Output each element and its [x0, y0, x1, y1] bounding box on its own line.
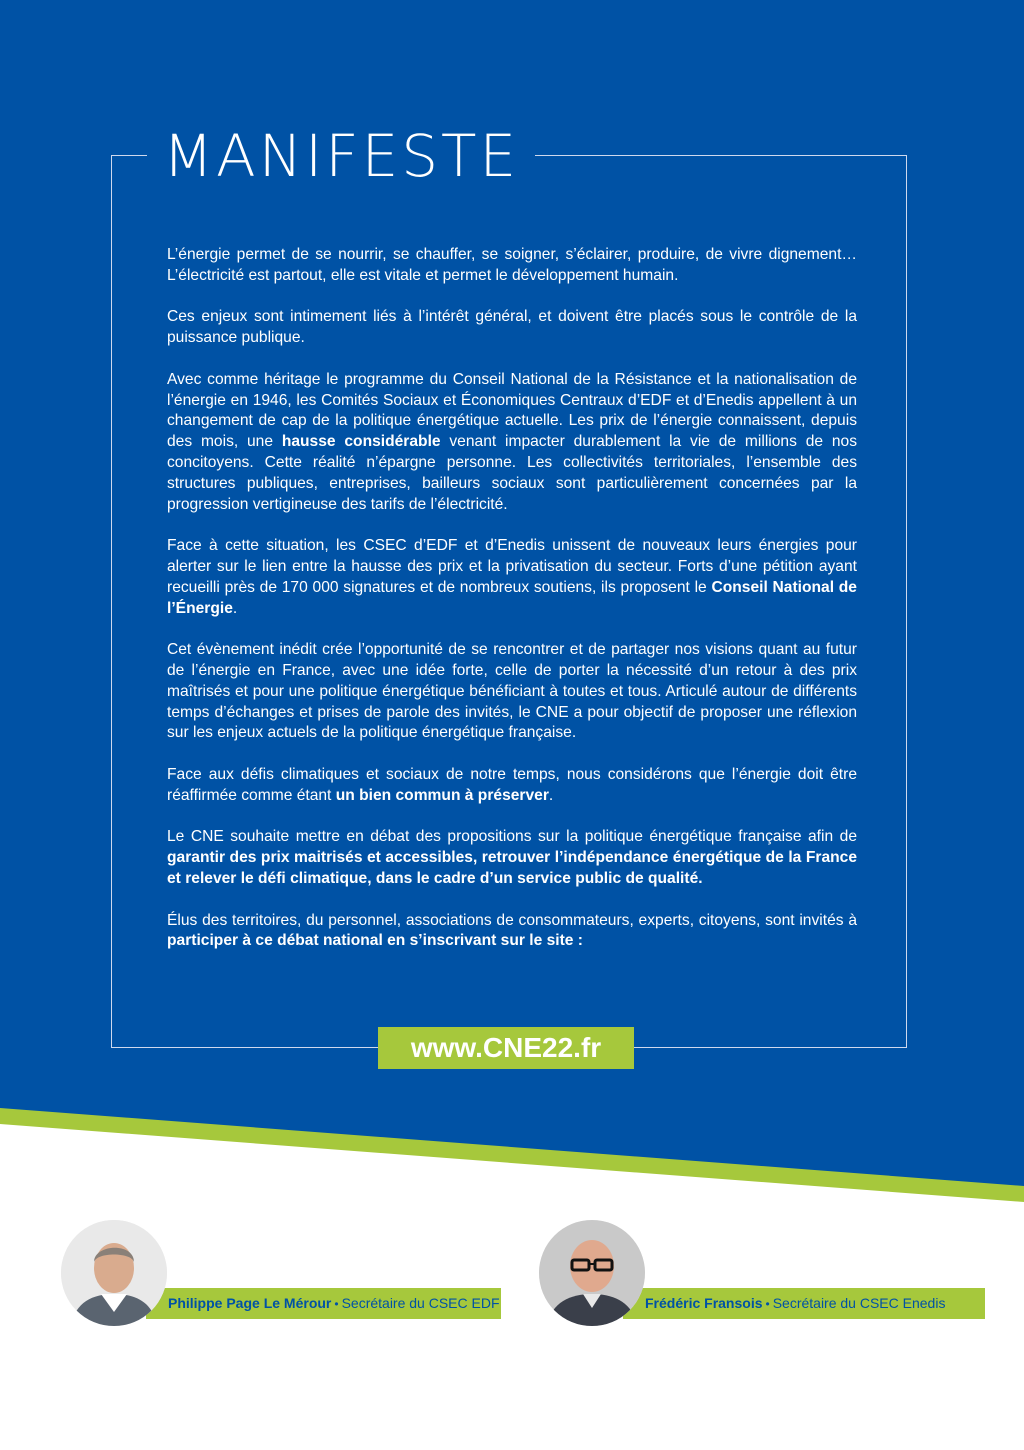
- signatory-role: Secrétaire du CSEC EDF: [341, 1295, 500, 1311]
- manifesto-paragraph: [167, 640, 857, 744]
- paragraph-text: Avec comme héritage le programme du Conseil National de la Résistance et la nationalisation de l’énergie en 1946, les Comités Sociaux et Économiques Centraux d’EDF et d’Enedis appellent à un changement de cap de la politique énergétique actuelle. Les prix de l’énergie connaissent, depuis des mois, une: [167, 370, 857, 451]
- emphasis-text: hausse considérable: [281, 433, 441, 451]
- manifesto-paragraph: [167, 827, 857, 889]
- separator-dot: •: [765, 1297, 770, 1311]
- paragraph-text: Cet évènement inédit crée l’opportunité de se rencontrer et de partager nos visions quant au futur de l’énergie en France, avec une idée forte, celle de porter la nécessité d’un retour à des prix maîtrisés et pour une politique énergétique bénéficiant à toutes et tous. Articulé autour de différents temps d’échanges et prises de parole des invités, le CNE a pour objectif de proposer une réflexion sur les enjeux actuels de la politique énergétique française.: [167, 641, 857, 742]
- avatar-frederic: [539, 1220, 645, 1326]
- avatar-philippe: [61, 1220, 167, 1326]
- manifesto-body: [167, 245, 857, 973]
- signatory-name: Philippe Page Le Mérour: [168, 1295, 332, 1311]
- manifesto-paragraph: [167, 307, 857, 349]
- signatory-name: Frédéric Fransois: [645, 1295, 763, 1311]
- separator-dot: •: [334, 1297, 339, 1311]
- manifesto-paragraph: [167, 245, 857, 287]
- paragraph-text: Élus des territoires, du personnel, associations de consommateurs, experts, citoyens, sont invités à: [167, 911, 857, 929]
- paragraph-text: Face à cette situation, les CSEC d’EDF et d’Enedis unissent de nouveaux leurs énergies pour alerter sur le lien entre la hausse des prix et la privatisation du secteur. Forts d’une pétition ayant recueilli près de 170 000 signatures et de nombreux soutiens, ils proposent le: [167, 537, 857, 596]
- signatory-role: Secrétaire du CSEC Enedis: [772, 1295, 946, 1311]
- manifesto-paragraph: [167, 536, 857, 619]
- paragraph-text: venant impacter durablement la vie de millions de nos concitoyens. Cette réalité n’épargne personne. Les collectivités territoriales, l’ensemble des structures publiques, entreprises, bailleurs sociaux sont particulièrement concernées par la progression vertigineuse des tarifs de l’électricité.: [167, 433, 857, 513]
- paragraph-text: L’énergie permet de se nourrir, se chauffer, se soigner, s’éclairer, produire, de vivre dignement… L’électricité est partout, elle est vitale et permet le développement humain.: [167, 246, 857, 284]
- emphasis-text: un bien commun à préserver: [335, 786, 549, 804]
- manifesto-paragraph: [167, 911, 857, 953]
- manifesto-paragraph: [167, 370, 857, 516]
- emphasis-text: participer à ce débat national en s’inscrivant sur le site :: [167, 932, 583, 950]
- website-link[interactable]: www.CNE22.fr: [378, 1027, 634, 1069]
- paragraph-text: Le CNE souhaite mettre en débat des propositions sur la politique énergétique française afin de: [167, 828, 857, 846]
- signatory-bar: [623, 1288, 985, 1319]
- page-title: MANIFESTE: [147, 118, 535, 194]
- paragraph-text: .: [232, 599, 238, 617]
- paragraph-text: Face aux défis climatiques et sociaux de notre temps, nous considérons que l’énergie doit être réaffirmée comme étant: [167, 765, 857, 804]
- emphasis-text: Conseil National de l’Énergie: [167, 578, 857, 617]
- paragraph-text: Ces enjeux sont intimement liés à l’intérêt général, et doivent être placés sous le contrôle de la puissance publique.: [167, 308, 857, 347]
- emphasis-text: garantir des prix maitrisés et accessibles, retrouver l’indépendance énergétique de la France et relever le défi climatique, dans le cadre d’un service public de qualité.: [167, 849, 857, 887]
- portrait-image: [61, 1220, 167, 1326]
- signatory-bar: [146, 1288, 501, 1319]
- paragraph-text: .: [548, 786, 554, 804]
- portrait-image: [539, 1220, 645, 1326]
- manifesto-paragraph: [167, 765, 857, 807]
